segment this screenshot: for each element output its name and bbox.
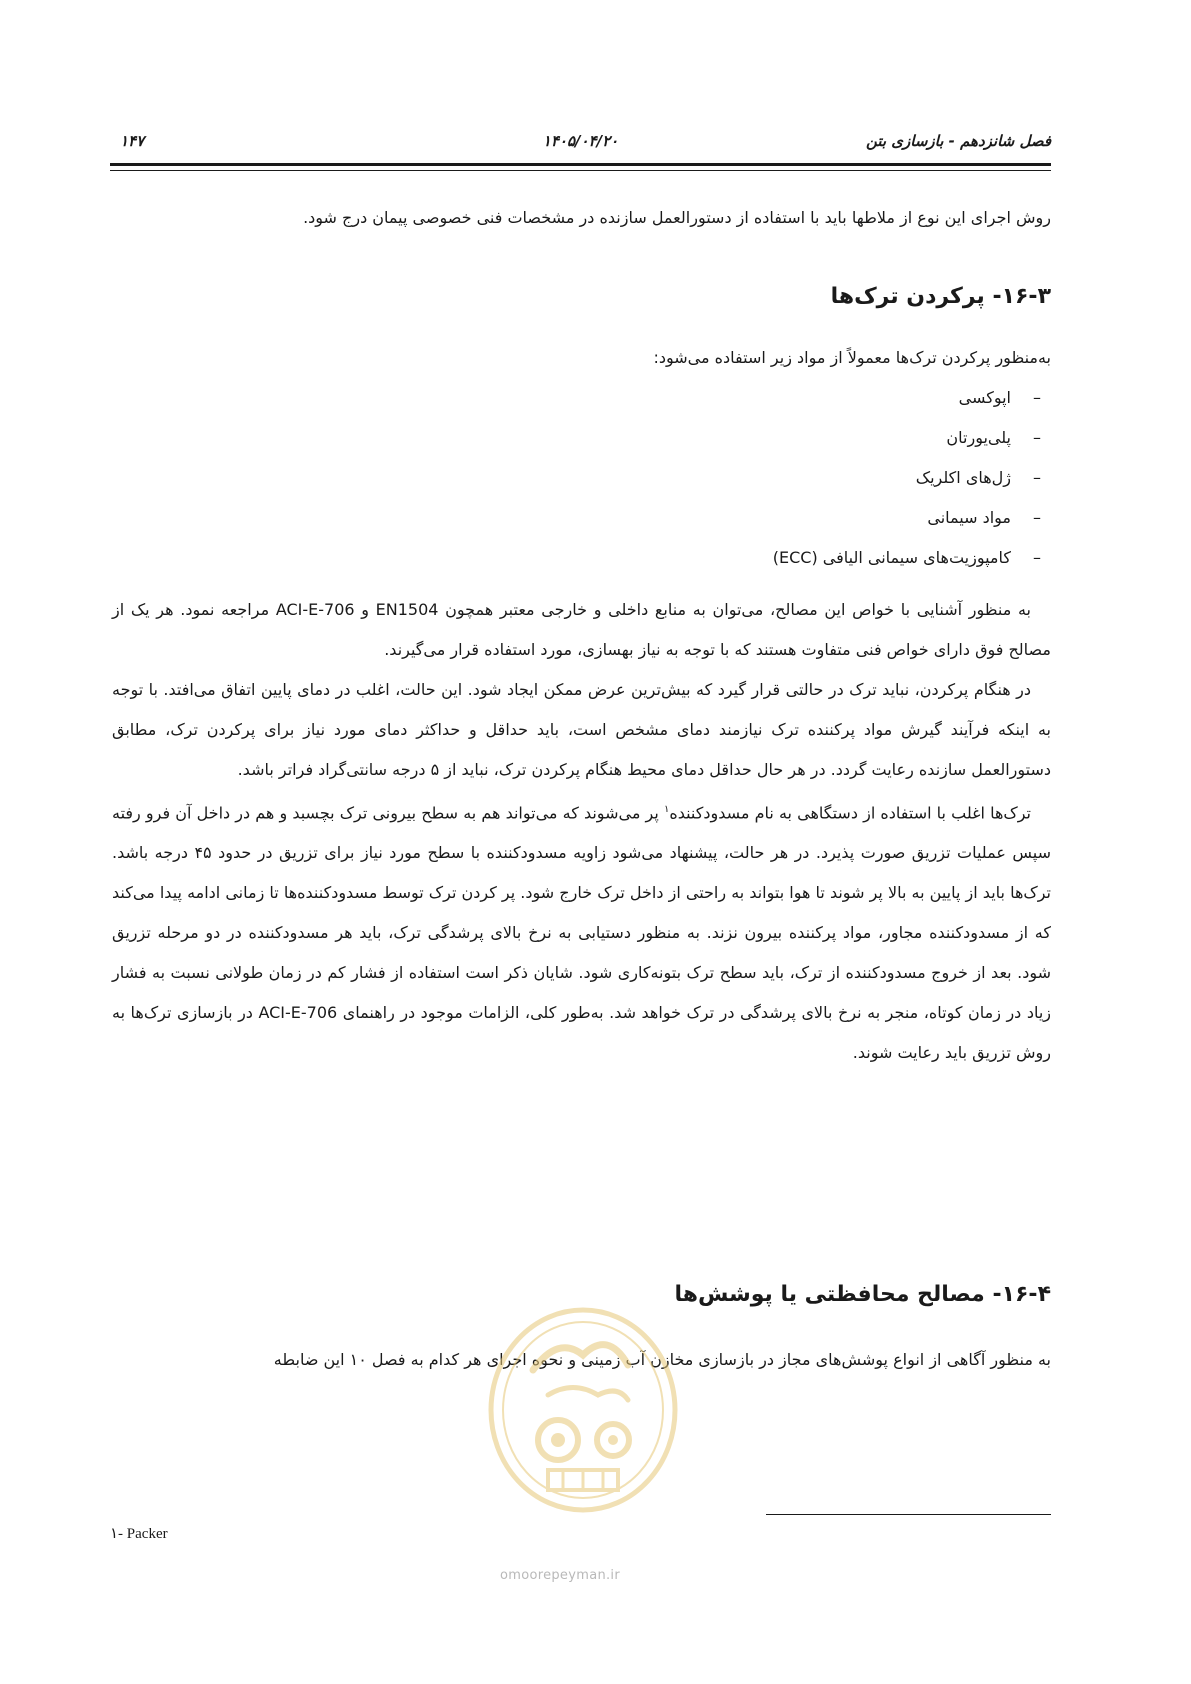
section-heading-16-4: ۱۶-۴- مصالح محافظتی یا پوشش‌ها [674,1282,1051,1307]
paragraph-packer-injection [112,790,1051,1073]
footnote-rule [766,1514,1051,1515]
paragraph-coatings: به منظور آگاهی از انواع پوشش‌های مجاز در بازسازی مخازن آب زمینی و نحوه اجرای هر کدام به فصل ۱۰ این ضابطه [273,1350,1051,1369]
list-item [773,378,1051,418]
paragraph-materials-reference: به منظور آشنایی با خواص این مصالح، می‌توان به منابع داخلی و خارجی معتبر همچون EN1504 و ACI-E-706 مراجعه نمود. هر یک از مصالح فوق دارای خواص فنی متفاوت هستند که با توجه به نیاز بهسازی، مورد استفاده قرار می‌گیرند. [112,600,1051,659]
chapter-title: فصل شانزدهم - بازسازی بتن [865,132,1051,150]
page-number: ۱۴۷ [120,132,145,150]
section-3-lead: به‌منظور پرکردن ترک‌ها معمولاً از مواد زیر استفاده می‌شود: [653,348,1051,367]
list-item-text: کامپوزیت‌های سیمانی الیافی (ECC) [772,548,1011,567]
list-item [773,538,1051,578]
watermark-url: omoorepeyman.ir [500,1568,620,1583]
header-date: ۱۴۰۵/۰۴/۲۰ [542,132,619,150]
header-rule [110,163,1051,166]
intro-paragraph: روش اجرای این نوع از ملاطها باید با استفاده از دستورالعمل سازنده در مشخصات فنی خصوصی پیمان درج شود. [303,208,1051,227]
header-rule-thin [110,170,1051,171]
intro-block [112,198,1051,238]
list-item [773,418,1051,458]
paragraph-text-rest: پر می‌شوند که می‌تواند هم به سطح بیرونی ترک بچسبد و هم در داخل آن فرو رفته سپس عملیات تزریق صورت پذیرد. در هر حالت، پیشنهاد می‌شود زاویه مسدودکننده با سطح مورد نیاز برای تزریق در حدود ۴۵ درجه باشد. ترک‌ها باید از پایین به بالا پر شوند تا هوا بتواند به راحتی از داخل ترک خارج شود. پر کردن ترک توسط مسدودکننده‌ها تا زمانی ادامه پیدا می‌کند که از مسدودکننده مجاور، مواد پرکننده بیرون نزند. به منظور دستیابی به نرخ بالای پرشدگی ترک، باید هر مسدودکننده در دو مرحله تزریق شود. بعد از خروج مسدودکننده از ترک، باید سطح ترک بتونه‌کاری شود. شایان ذکر است استفاده از فشار کم در زمان طولانی نسبت به فشار زیاد در زمان کوتاه، منجر به نرخ بالای پرشدگی در ترک خواهد شد. به‌طور کلی، الزامات موجود در راهنمای ACI-E-706 در بازسازی ترک‌ها به روش تزریق باید رعایت شوند. [112,803,1051,1063]
running-header [110,132,1051,154]
omoore-peyman-seal-logo-icon [478,1300,688,1550]
paragraph-filling-temperature: در هنگام پرکردن، نباید ترک در حالتی قرار گیرد که بیش‌ترین عرض ممکن ایجاد شود. این حالت، اغلب در دمای پایین اتفاق می‌افتد. با توجه به اینکه فرآیند گیرش مواد پرکننده ترک نیازمند دمای مشخص است، باید حداقل و حداکثر دمای مورد نیاز برای پرکردن ترک، مطابق دستورالعمل سازنده رعایت گردد. در هر حال حداقل دمای محیط هنگام پرکردن ترک، نباید از ۵ درجه سانتی‌گراد فراتر باشد. [112,680,1051,779]
section-3-body [112,590,1051,1073]
list-item [773,458,1051,498]
list-item-text: اپوکسی [958,388,1011,407]
section-heading-16-3: ۱۶-۳- پرکردن ترک‌ها [830,284,1051,309]
bullet-dash: – [1033,548,1041,567]
bullet-dash: – [1033,428,1041,447]
paragraph-text-start: ترک‌ها اغلب با استفاده از دستگاهی به نام مسدودکننده [669,803,1031,823]
section-3-lead-block [112,338,1051,378]
list-item-text: پلی‌یورتان [946,428,1011,447]
bullet-dash: – [1033,468,1041,487]
bullet-dash: – [1033,508,1041,527]
list-item-text: مواد سیمانی [927,508,1011,527]
list-item [773,498,1051,538]
footnote: ۱- Packer [110,1526,168,1542]
section-4-body [112,1340,1051,1380]
footnote-reference: ۱ [663,804,670,815]
bullet-dash: – [1033,388,1041,407]
list-item-text: ژل‌های اکلریک [915,468,1011,487]
filler-materials-list [773,378,1051,578]
